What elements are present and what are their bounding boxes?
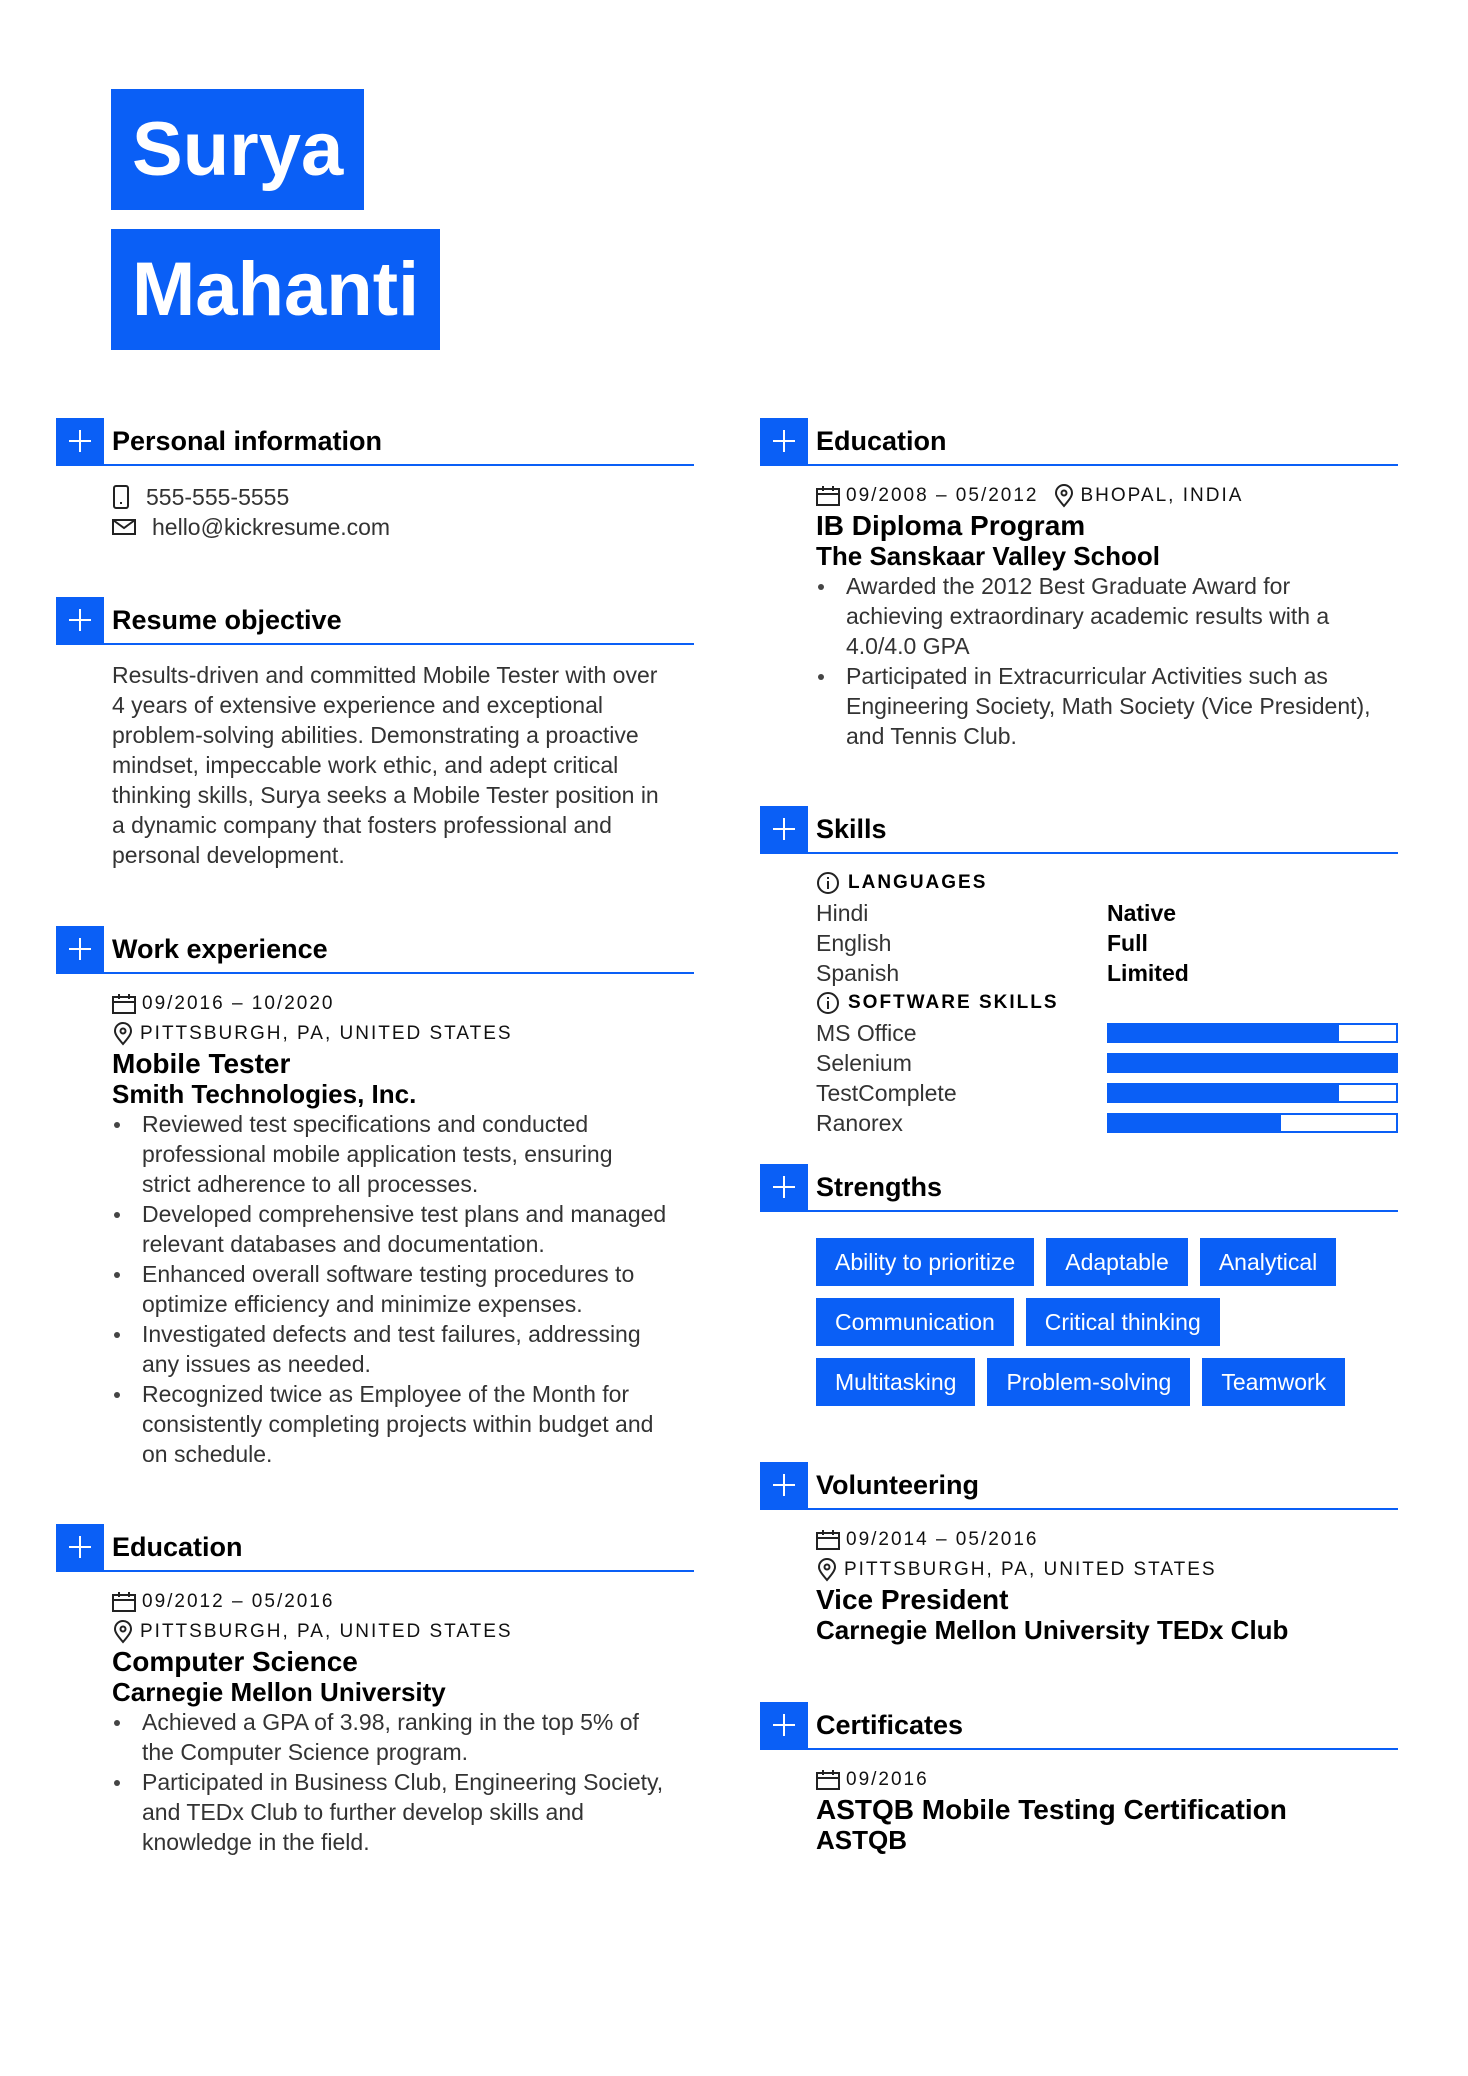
software-name: MS Office (816, 1020, 917, 1046)
location-text: PITTSBURGH, PA, UNITED STATES (140, 1621, 513, 1642)
objective-text (112, 660, 694, 870)
bullet-line: Awarded the 2012 Best Graduate Award for (846, 573, 1291, 599)
education-dates (112, 1587, 694, 1617)
email-address: hello@kickresume.com (152, 514, 391, 540)
bullet-line: any issues as needed. (142, 1351, 371, 1377)
bullet-line: Enhanced overall software testing procedures to (142, 1261, 635, 1287)
strength-tag: Analytical (1200, 1238, 1336, 1286)
bullet-line: Developed comprehensive test plans and managed (142, 1201, 667, 1227)
language-row (816, 958, 1398, 988)
software-row (816, 1018, 1398, 1048)
bullet-line: Investigated defects and test failures, addressing (142, 1321, 641, 1347)
certificate-date (816, 1765, 1398, 1795)
plus-icon (56, 597, 104, 643)
bullet-line: knowledge in the field. (142, 1829, 370, 1855)
section-header (760, 418, 1398, 466)
skill-level-fill (1109, 1055, 1396, 1071)
section-header (760, 806, 1398, 854)
email-row (112, 512, 694, 542)
bullet-line: Engineering Society, Math Society (Vice President), (846, 693, 1371, 719)
strength-tag: Adaptable (1046, 1238, 1188, 1286)
languages-heading (816, 868, 1398, 898)
info-icon (816, 871, 840, 895)
skill-level-bar (1107, 1053, 1398, 1073)
location-pin-icon (816, 1558, 838, 1582)
strength-tag: Critical thinking (1026, 1298, 1220, 1346)
language-level: Full (1107, 930, 1148, 956)
plus-icon (56, 418, 104, 464)
bullet-line: Reviewed test specifications and conducted (142, 1111, 589, 1137)
plus-icon (760, 1164, 808, 1210)
bullet-line: Participated in Extracurricular Activities such as (846, 663, 1328, 689)
work-experience-section (56, 926, 694, 1469)
school-name: Carnegie Mellon University (112, 1677, 446, 1707)
phone-icon (112, 485, 130, 509)
objective-line: Results-driven and committed Mobile Tester with over (112, 662, 658, 688)
languages-label: LANGUAGES (848, 872, 988, 893)
section-title: Strengths (816, 1172, 943, 1202)
certificate-issuer: ASTQB (816, 1825, 907, 1855)
calendar-icon (112, 1591, 136, 1613)
skill-level-bar (1107, 1023, 1398, 1043)
section-header (760, 1164, 1398, 1212)
phone-row (112, 482, 694, 512)
info-icon (816, 991, 840, 1015)
bullet-item (816, 571, 1398, 661)
education-section-right (760, 418, 1398, 751)
plus-icon (760, 806, 808, 852)
bullet-line: and TEDx Club to further develop skills and (142, 1799, 584, 1825)
objective-line: 4 years of extensive experience and exceptional (112, 692, 603, 718)
education-location (112, 1617, 694, 1647)
software-row (816, 1108, 1398, 1138)
bullet-line: on schedule. (142, 1441, 273, 1467)
section-header (56, 1524, 694, 1572)
plus-icon (760, 1702, 808, 1748)
bullet-line: professional mobile application tests, ensuring (142, 1141, 613, 1167)
location-text: PITTSBURGH, PA, UNITED STATES (844, 1559, 1217, 1580)
skills-section (760, 806, 1398, 1138)
bullet-line: Achieved a GPA of 3.98, ranking in the top 5% of (142, 1709, 639, 1735)
language-name: Hindi (816, 900, 869, 926)
software-label: SOFTWARE SKILLS (848, 992, 1059, 1013)
bullet-item (112, 1379, 694, 1469)
language-level: Limited (1107, 960, 1189, 986)
language-level: Native (1107, 900, 1177, 926)
strengths-section (760, 1164, 1398, 1418)
volunteering-location (816, 1555, 1398, 1585)
company-name: Smith Technologies, Inc. (112, 1079, 417, 1109)
language-name: Spanish (816, 960, 900, 986)
bullet-item (112, 1259, 694, 1319)
language-row (816, 898, 1398, 928)
language-name: English (816, 930, 892, 956)
mail-icon (112, 518, 136, 536)
software-name: Ranorex (816, 1110, 903, 1136)
section-header (56, 926, 694, 974)
date-range: 09/2016 – 10/2020 (142, 993, 335, 1014)
software-name: Selenium (816, 1050, 912, 1076)
degree-title: IB Diploma Program (816, 510, 1086, 541)
section-title: Work experience (112, 934, 328, 964)
skill-level-fill (1109, 1085, 1339, 1101)
bullet-line: optimize efficiency and minimize expenses. (142, 1291, 583, 1317)
volunteer-org: Carnegie Mellon University TEDx Club (816, 1615, 1289, 1645)
location-pin-icon (112, 1022, 134, 1046)
bullet-line: the Computer Science program. (142, 1739, 468, 1765)
strength-tag: Ability to prioritize (816, 1238, 1034, 1286)
bullet-item (112, 1319, 694, 1379)
education-bullets (816, 571, 1398, 751)
volunteering-section (760, 1462, 1398, 1645)
section-header (56, 418, 694, 466)
bullet-line: 4.0/4.0 GPA (846, 633, 970, 659)
bullet-item (112, 1199, 694, 1259)
bullet-line: Participated in Business Club, Engineering Society, (142, 1769, 664, 1795)
volunteer-role: Vice President (816, 1584, 1009, 1615)
plus-icon (56, 1524, 104, 1570)
calendar-icon (112, 993, 136, 1015)
bullet-line: consistently completing projects within budget and (142, 1411, 654, 1437)
location-pin-icon (112, 1620, 134, 1644)
bullet-line: and Tennis Club. (846, 723, 1017, 749)
calendar-icon (816, 1529, 840, 1551)
skill-level-fill (1109, 1025, 1339, 1041)
strength-tag: Problem-solving (987, 1358, 1190, 1406)
plus-icon (56, 926, 104, 972)
section-title: Personal information (112, 426, 383, 456)
date-range: 09/2008 – 05/2012 (846, 485, 1039, 506)
objective-line: a dynamic company that fosters professional and (112, 812, 612, 838)
date-range: 09/2012 – 05/2016 (142, 1591, 335, 1612)
work-location (112, 1019, 694, 1049)
education-meta (816, 481, 1398, 511)
section-title: Education (816, 426, 947, 456)
certificates-section (760, 1702, 1398, 1855)
bullet-item (112, 1767, 694, 1857)
phone-number: 555-555-5555 (146, 484, 290, 510)
section-title: Certificates (816, 1710, 964, 1740)
bullet-item (816, 661, 1398, 751)
location-text: BHOPAL, INDIA (1080, 485, 1244, 506)
section-header (760, 1462, 1398, 1510)
education-bullets (112, 1707, 694, 1857)
work-dates (112, 989, 694, 1019)
volunteering-dates (816, 1525, 1398, 1555)
job-title: Mobile Tester (112, 1048, 291, 1079)
section-title: Resume objective (112, 605, 342, 635)
bullet-item (112, 1707, 694, 1767)
skill-level-bar (1107, 1083, 1398, 1103)
certificate-name: ASTQB Mobile Testing Certification (816, 1794, 1287, 1825)
calendar-icon (816, 1769, 840, 1791)
work-bullets (112, 1109, 694, 1469)
section-title: Education (112, 1532, 243, 1562)
strength-tags (816, 1238, 1398, 1418)
skill-level-bar (1107, 1113, 1398, 1133)
bullet-line: strict adherence to all processes. (142, 1171, 479, 1197)
section-header (760, 1702, 1398, 1750)
last-name-block (111, 229, 440, 350)
school-name: The Sanskaar Valley School (816, 541, 1160, 571)
first-name: Surya (132, 106, 344, 192)
objective-line: problem-solving abilities. Demonstrating a proactive (112, 722, 639, 748)
bullet-item (112, 1109, 694, 1199)
software-row (816, 1048, 1398, 1078)
section-title: Volunteering (816, 1470, 980, 1500)
language-row (816, 928, 1398, 958)
strength-tag: Communication (816, 1298, 1014, 1346)
objective-line: mindset, impeccable work ethic, and adept critical (112, 752, 619, 778)
objective-line: personal development. (112, 842, 345, 868)
strength-tag: Multitasking (816, 1358, 975, 1406)
bullet-line: Recognized twice as Employee of the Month for (142, 1381, 630, 1407)
education-section-left (56, 1524, 694, 1857)
section-title: Skills (816, 814, 887, 844)
software-name: TestComplete (816, 1080, 957, 1106)
location-pin-icon (1053, 484, 1075, 508)
objective-line: thinking skills, Surya seeks a Mobile Tester position in (112, 782, 659, 808)
plus-icon (760, 1462, 808, 1508)
plus-icon (760, 418, 808, 464)
date-text: 09/2016 (846, 1769, 929, 1790)
location-text: PITTSBURGH, PA, UNITED STATES (140, 1023, 513, 1044)
software-heading (816, 988, 1398, 1018)
date-range: 09/2014 – 05/2016 (846, 1529, 1039, 1550)
calendar-icon (816, 485, 840, 507)
personal-info-section (56, 418, 694, 542)
skill-level-fill (1109, 1115, 1281, 1131)
last-name: Mahanti (132, 246, 420, 332)
bullet-line: relevant databases and documentation. (142, 1231, 545, 1257)
degree-title: Computer Science (112, 1646, 358, 1677)
section-header (56, 597, 694, 645)
first-name-block (111, 89, 364, 210)
software-row (816, 1078, 1398, 1108)
bullet-line: achieving extraordinary academic results with a (846, 603, 1330, 629)
strength-tag: Teamwork (1202, 1358, 1345, 1406)
objective-section (56, 597, 694, 870)
